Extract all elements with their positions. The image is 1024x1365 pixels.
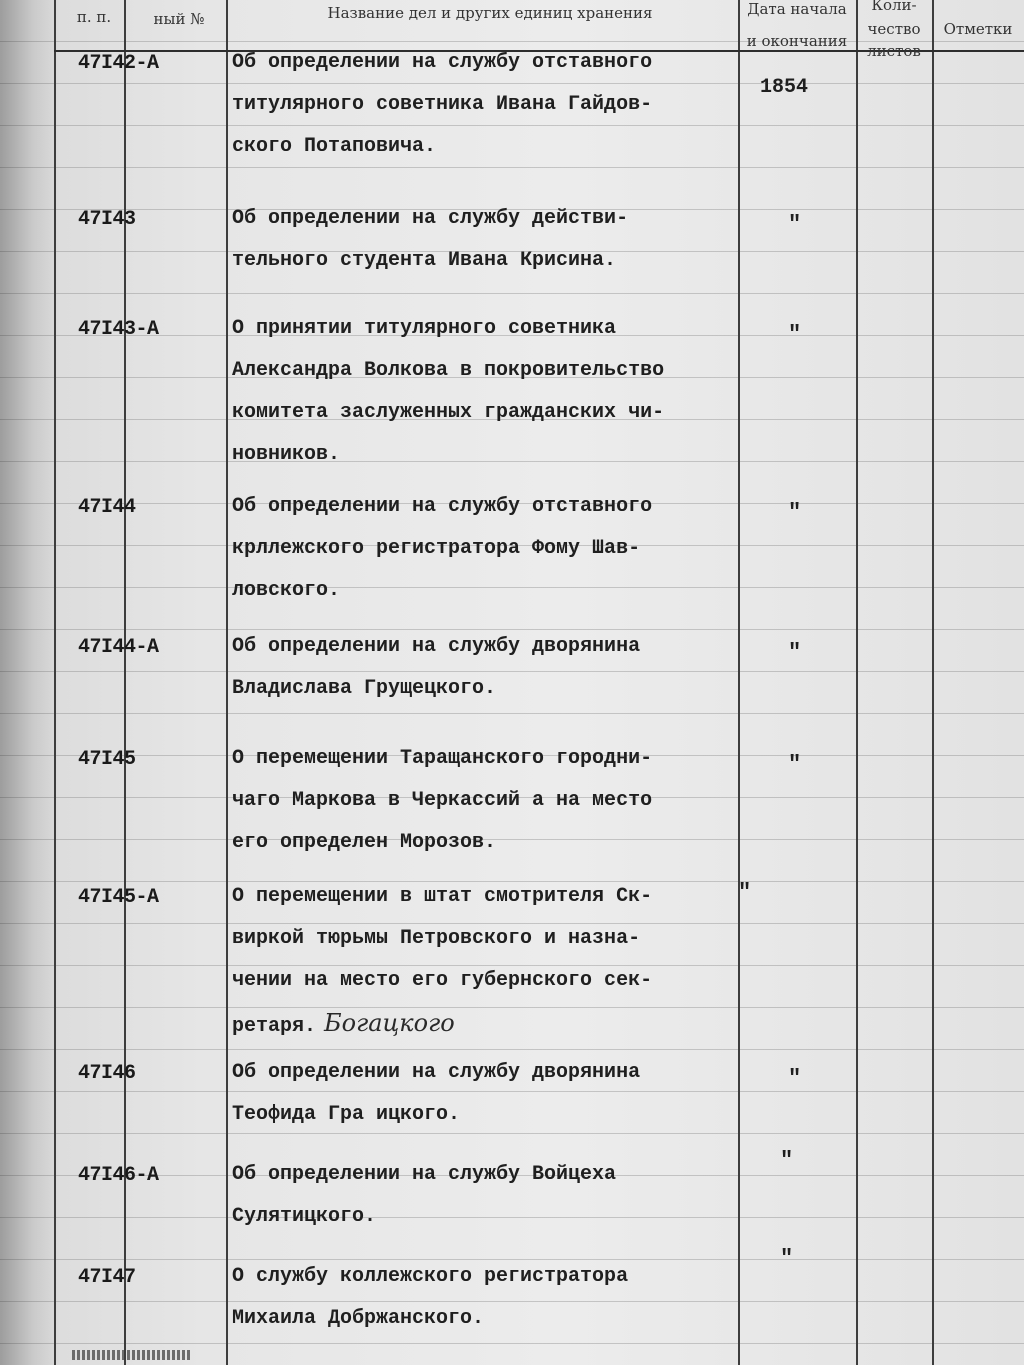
entry-line: комитета заслуженных гражданских чи-: [232, 401, 665, 424]
entry-ditto: ": [788, 322, 802, 347]
header-count-3: листов: [867, 42, 921, 60]
entry-number: 47I42-А: [78, 52, 159, 75]
entry-line-text: ретаря.: [232, 1015, 317, 1038]
entry-line: Теофида Гра ицкого.: [232, 1103, 461, 1126]
entry-title: [232, 308, 752, 476]
bottom-stamp-mark: [72, 1350, 192, 1360]
entry-ditto: ": [788, 640, 802, 665]
entry-line: ского Потаповича.: [232, 135, 437, 158]
entry-title: [232, 1052, 752, 1136]
entry-ditto: ": [788, 1066, 802, 1091]
entry-line: Михаила Добржанского.: [232, 1307, 485, 1330]
entry-title: [232, 738, 752, 864]
header-notes: Отметки: [943, 20, 1013, 38]
entry-line: Об определении на службу отставного: [232, 51, 653, 74]
binding-shadow: [0, 0, 60, 1365]
entry-title: [232, 1256, 752, 1340]
entry-number: 47I45-А: [78, 886, 159, 909]
entry-title: [232, 626, 752, 710]
entry-date: 1854: [760, 76, 809, 99]
entry-ditto: ": [788, 212, 802, 237]
entry-number: 47I46: [78, 1062, 136, 1085]
entry-ditto: ": [780, 1148, 794, 1173]
column-rule: [856, 0, 858, 1365]
entry-line: Об определении на службу действи-: [232, 207, 629, 230]
entry-line: ловского.: [232, 579, 341, 602]
entry-line: О перемещении Таращанского городни-: [232, 747, 653, 770]
entry-line: виркой тюрьмы Петровского и назна-: [232, 927, 641, 950]
entry-number: 47I43-А: [78, 318, 159, 341]
entry-ditto: ": [738, 880, 752, 905]
entry-line: [232, 1002, 752, 1048]
header-count-1: Коли-: [871, 0, 917, 14]
entry-line: Сулятицкого.: [232, 1205, 377, 1228]
column-rule: [124, 0, 126, 1365]
entry-number: 47I47: [78, 1266, 136, 1289]
header-number: ный №: [153, 10, 205, 28]
header-seq: п. п.: [76, 8, 112, 26]
entry-line: Александра Волкова в покровительство: [232, 359, 665, 382]
column-rule: [54, 0, 56, 1365]
column-rule: [932, 0, 934, 1365]
entry-line: крллежского регистратора Фому Шав-: [232, 537, 641, 560]
entry-line: Об определении на службу Войцеха: [232, 1163, 617, 1186]
entry-number: 47I43: [78, 208, 136, 231]
header-count-2: чество: [867, 20, 921, 38]
header-dates-1: Дата начала: [747, 0, 847, 18]
entry-title: [232, 198, 752, 282]
entry-title: [232, 42, 752, 168]
entry-number: 47I44-А: [78, 636, 159, 659]
column-rule: [226, 0, 228, 1365]
handwritten-name: Богацкого: [324, 1009, 455, 1037]
entry-line: тельного студента Ивана Крисина.: [232, 249, 617, 272]
entry-number: 47I44: [78, 496, 136, 519]
entry-line: его определен Морозов.: [232, 831, 497, 854]
entry-line: Об определении на службу отставного: [232, 495, 653, 518]
entry-line: чении на место его губернского сек-: [232, 969, 653, 992]
entry-line: титулярного советника Ивана Гайдов-: [232, 93, 653, 116]
entry-line: новников.: [232, 443, 341, 466]
entry-title: [232, 876, 752, 1048]
entry-ditto: ": [780, 1246, 794, 1271]
entry-line: Об определении на службу дворянина: [232, 1061, 641, 1084]
entry-line: О службу коллежского регистратора: [232, 1265, 629, 1288]
entry-ditto: ": [788, 500, 802, 525]
entry-title: [232, 486, 752, 612]
entry-title: [232, 1154, 752, 1238]
header-dates-2: и окончания: [746, 32, 848, 50]
entry-line: О принятии титулярного советника: [232, 317, 617, 340]
entry-line: Об определении на службу дворянина: [232, 635, 641, 658]
header-title: Название дел и других единиц хранения: [327, 4, 653, 22]
entry-ditto: ": [788, 752, 802, 777]
entry-line: Владислава Грущецкого.: [232, 677, 497, 700]
entry-number: 47I45: [78, 748, 136, 771]
entry-number: 47I46-А: [78, 1164, 159, 1187]
entry-line: чаго Маркова в Черкассий а на место: [232, 789, 653, 812]
entry-line: О перемещении в штат смотрителя Ск-: [232, 885, 653, 908]
